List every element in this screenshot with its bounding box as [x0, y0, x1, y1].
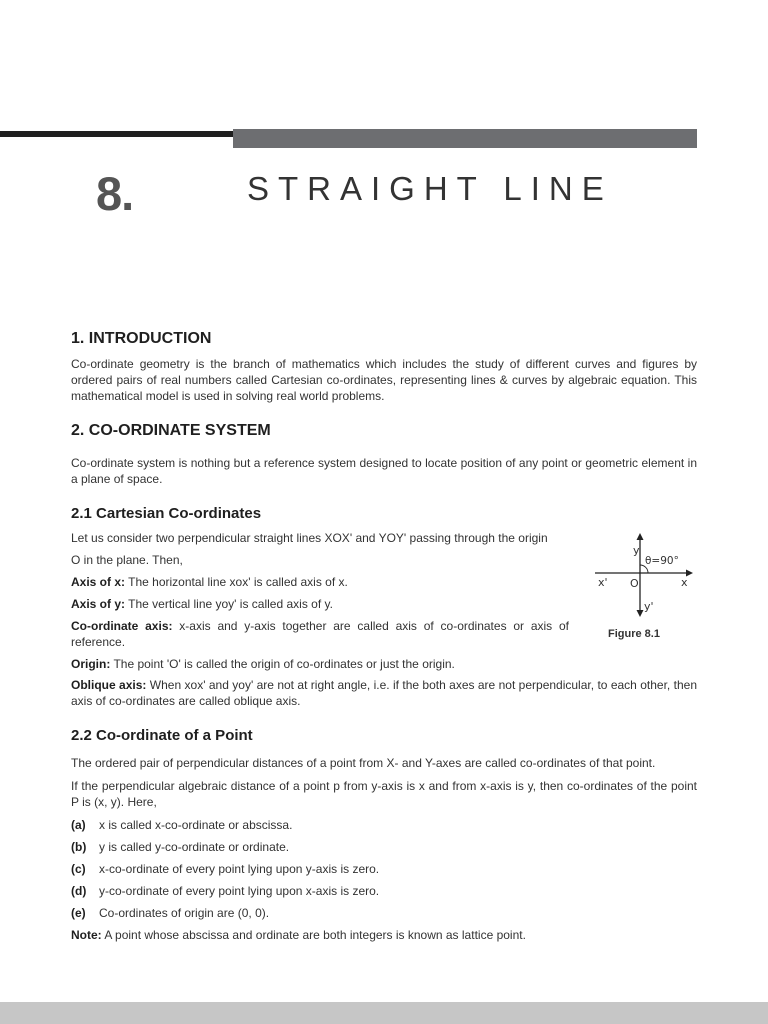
definition-axis-x [71, 574, 569, 590]
list-item: (e) Co-ordinates of origin are (0, 0). [71, 906, 270, 920]
chapter-number: 8. [96, 167, 134, 220]
point-text-1: The ordered pair of perpendicular distances of a point from X- and Y-axes are called co-ordinates of that point. [71, 756, 656, 770]
term-axis-y: Axis of y: [71, 597, 126, 611]
cartesian-intro-line-2: O in the plane. Then, [71, 553, 183, 567]
note-term: Note: [71, 928, 102, 942]
point-list [71, 817, 697, 921]
page-content [71, 330, 697, 943]
coordinate-system-text: Co-ordinate system is nothing but a reference system designed to locate position of any point or geometric element in a plane of space. [71, 456, 697, 486]
cartesian-intro-line-1: Let us consider two perpendicular straight lines XOX' and YOY' passing through the origin [71, 531, 548, 545]
note-text: A point whose abscissa and ordinate are both integers is known as lattice point. [101, 928, 526, 942]
term-axis-x: Axis of x: [71, 575, 126, 589]
list-item: (b) y is called y-co-ordinate or ordinate. [71, 840, 290, 854]
term-oblique-axis: Oblique axis: [71, 678, 147, 692]
figure-label-x: x [681, 576, 688, 589]
definition-coordinate-axis [71, 618, 569, 650]
section-heading-coordinate-system: 2. CO-ORDINATE SYSTEM [71, 422, 271, 439]
figure-label-theta: θ=90° [645, 555, 679, 567]
y-prime-arrow-icon [637, 610, 644, 617]
definition-oblique-axis-text: When xox' and yoy' are not at right angle, i.e. if the both axes are not perpendicular, to each other, then axis of co-ordinates are called oblique axis. [71, 678, 697, 708]
cartesian-block [71, 530, 697, 650]
footer-bar [0, 1002, 768, 1024]
definition-origin [71, 656, 697, 672]
figure-label-x-prime: x' [598, 576, 608, 589]
figure-label-y: y [633, 544, 640, 557]
list-item: (d) y-co-ordinate of every point lying upon x-axis is zero. [71, 884, 380, 898]
figure-label-origin: O [630, 577, 639, 590]
definition-axis-x-text: The horizontal line xox' is called axis of x. [125, 575, 348, 589]
term-origin: Origin: [71, 657, 111, 671]
definition-oblique-axis [71, 677, 697, 709]
list-item: (a) x is called x-co-ordinate or abscissa. [71, 818, 293, 832]
header-rule-grey [233, 129, 697, 148]
figure-caption: Figure 8.1 [608, 628, 660, 640]
list-item: (c) x-co-ordinate of every point lying upon y-axis is zero. [71, 862, 380, 876]
definition-axis-y [71, 596, 569, 612]
note [71, 927, 697, 943]
definition-coordinate-axis-text: x-axis and y-axis together are called axis of co-ordinates or axis of reference. [71, 619, 570, 649]
chapter-title: STRAIGHT LINE [247, 170, 613, 207]
definition-axis-y-text: The vertical line yoy' is called axis of y. [125, 597, 333, 611]
subsection-heading-point: 2.2 Co-ordinate of a Point [71, 727, 253, 744]
figure-label-y-prime: y' [644, 600, 654, 613]
subsection-heading-cartesian: 2.1 Cartesian Co-ordinates [71, 505, 262, 522]
term-coordinate-axis: Co-ordinate axis: [71, 619, 173, 633]
y-arrow-icon [637, 533, 644, 540]
section-heading-introduction: 1. INTRODUCTION [71, 330, 212, 347]
definition-origin-text: The point 'O' is called the origin of co-ordinates or just the origin. [110, 657, 455, 671]
header-rule-dark [0, 131, 233, 137]
figure-axes [593, 532, 697, 642]
introduction-text: Co-ordinate geometry is the branch of mathematics which includes the study of different curves and figures by ordered pairs of real numbers called Cartesian co-ordinates, representing lines & curves by algebraic equation. This mathematical model is used in solving real world problems. [71, 357, 697, 403]
point-text-2: If the perpendicular algebraic distance of a point p from y-axis is x and from x-axis is y, then co-ordinates of the point P is (x, y). Here, [71, 779, 697, 809]
